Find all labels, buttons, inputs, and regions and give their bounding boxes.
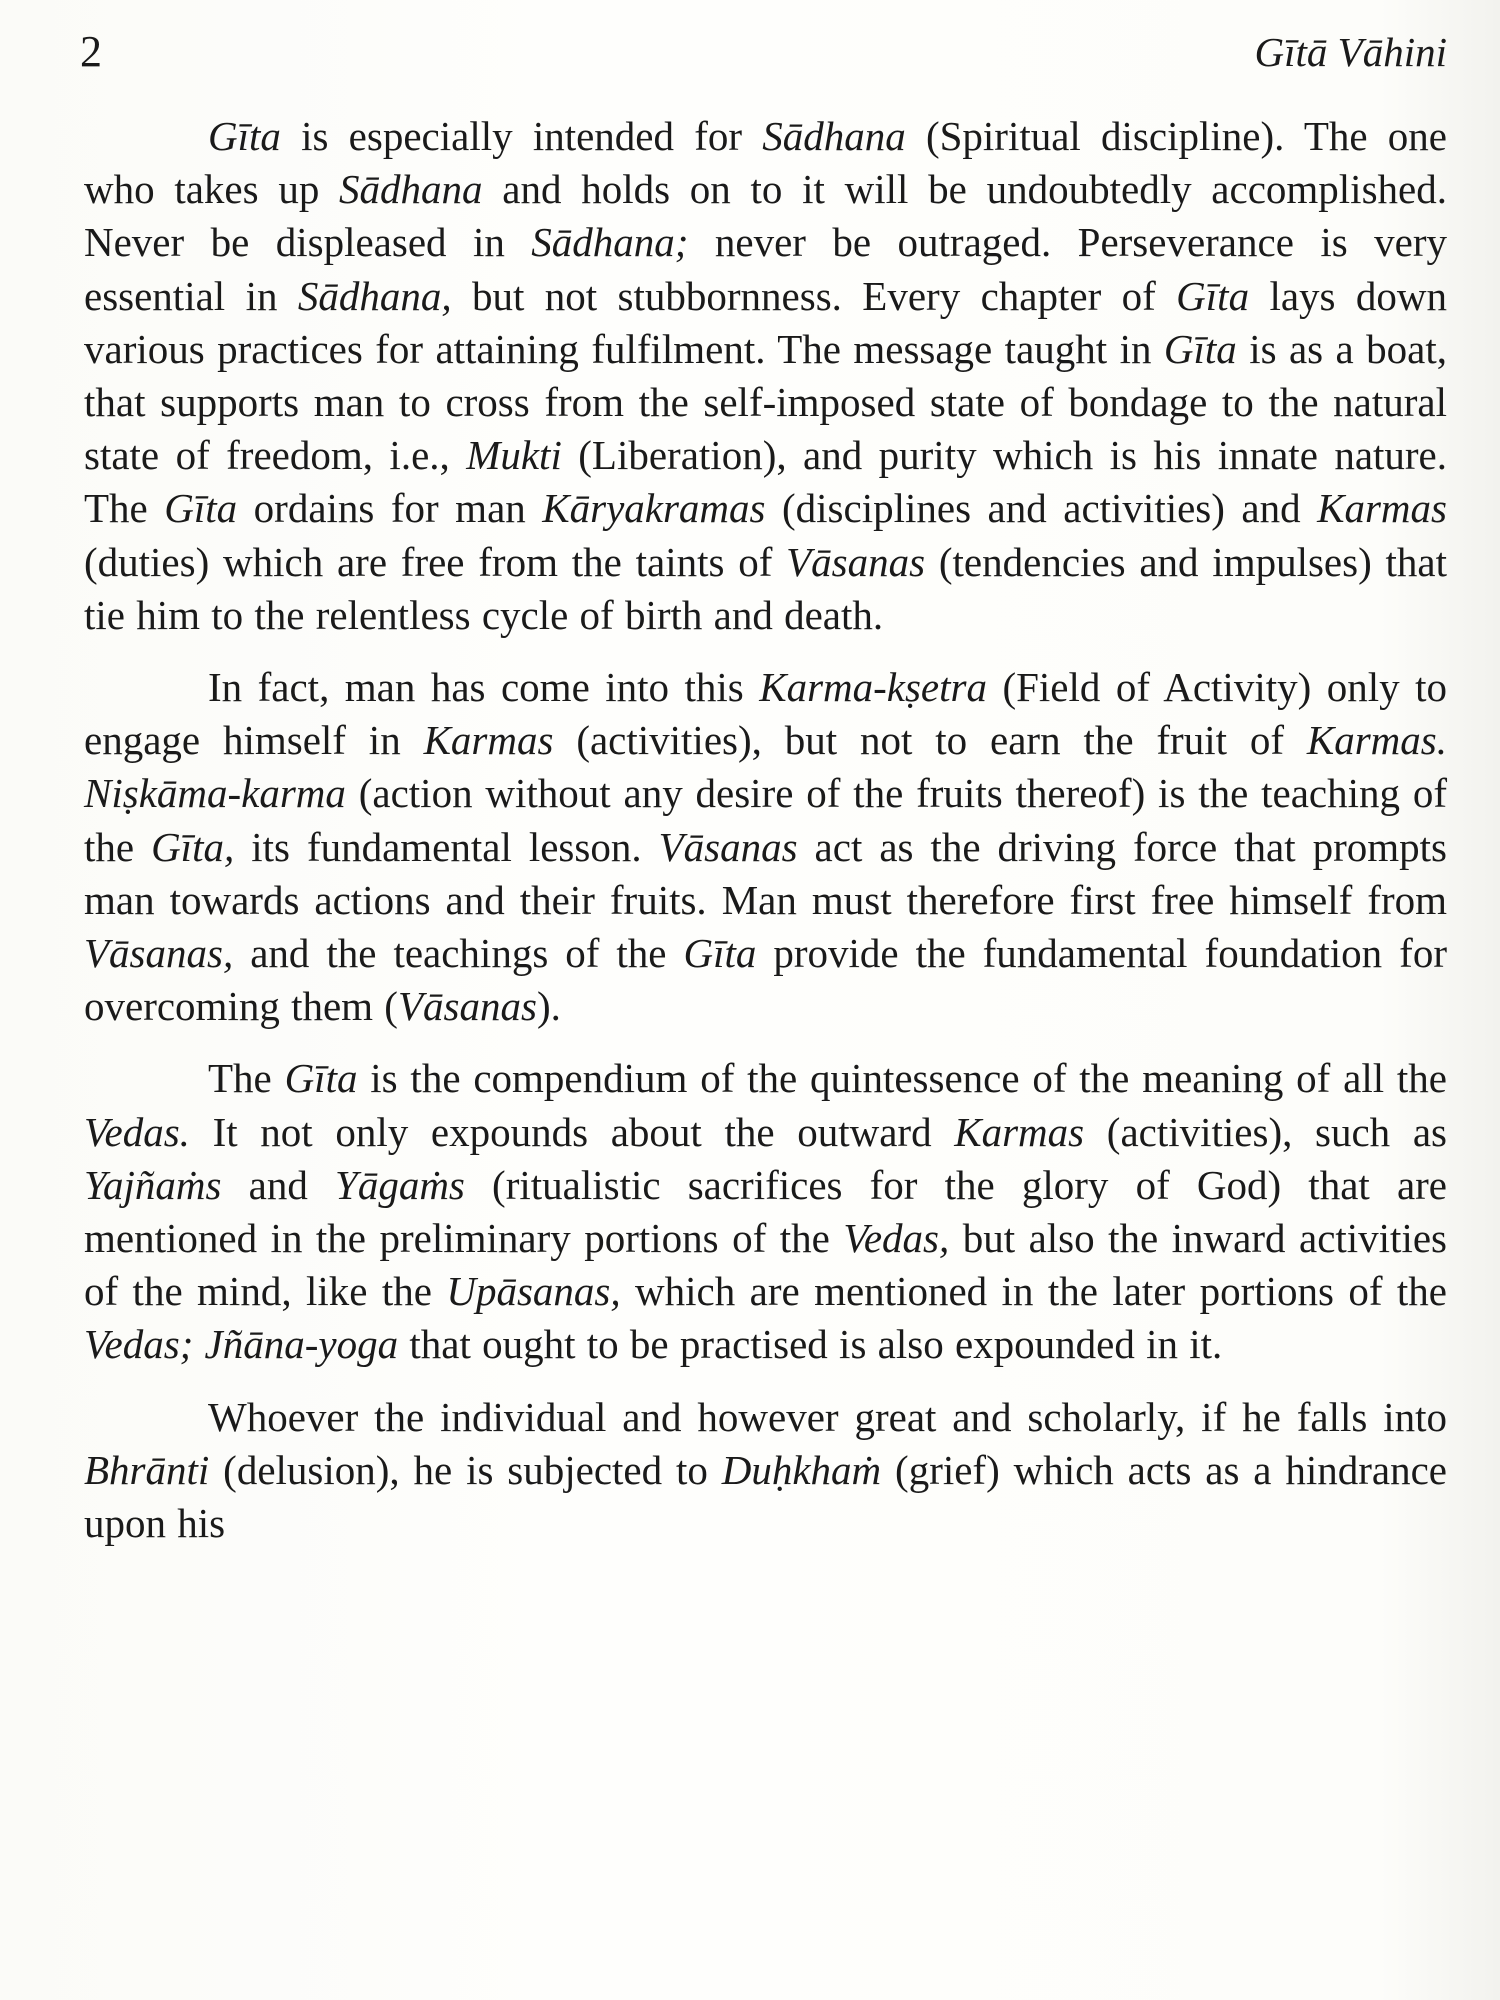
text-run: (delusion), he is subjected to [209,1446,722,1493]
text-run: and holds on to it will be undoubtedly accomplished. Never be displeased in [84,166,1447,266]
italic-term: Yāgaṁs [335,1161,465,1208]
paragraph-1 [84,110,1447,642]
text-run: (action without any desire of the fruits thereof) is the teaching of the [84,770,1447,870]
text-run: (Liberation), and purity which is his innate nature. The [84,432,1448,532]
italic-term: Sādhana, [297,272,452,319]
text-run: never be outraged. Perseverance is very essential in [84,219,1447,319]
text-run: (activities), such as [1084,1108,1447,1155]
page-number: 2 [80,27,102,76]
text-run: and the teachings of the [233,930,684,977]
text-run: (disciplines and activities) and [765,485,1318,532]
italic-term: Karmas [423,717,554,764]
italic-term: Gīta, [151,823,235,870]
text-run: (Field of Activity) only to engage himself in [84,664,1447,764]
text-run: which are mentioned in the later portions of the [620,1268,1448,1315]
italic-term: Vedas, [843,1215,950,1262]
text-run: ordains for man [237,485,543,532]
italic-term: Upāsanas, [446,1268,621,1315]
italic-term: Gīta [1163,325,1237,372]
italic-term: Vāsanas [397,983,537,1030]
italic-term: Vedas. [84,1108,190,1155]
text-run: It not only expounds about the outward [189,1108,955,1155]
text-run: Whoever the individual and however great and scholarly, if he falls into [208,1393,1447,1440]
italic-term: Sādhana; [531,219,689,266]
paragraph-3 [84,1052,1447,1371]
italic-term: Sādhana [762,113,906,159]
italic-term: Duḥkhaṁ [721,1446,882,1493]
italic-term: Kāryakramas [542,485,766,532]
text-run: provide the fundamental foundation for overcoming them ( [84,930,1447,1030]
italic-term: Karmas [954,1108,1085,1155]
italic-term: Karmas. Niṣkāma-karma [84,717,1447,817]
text-run: In fact, man has come into this [208,664,760,711]
italic-term: Bhrānti [84,1446,210,1493]
text-run: and [221,1161,336,1208]
text-run: its fundamental lesson. [234,823,659,870]
text-run: but also the inward activities of the mind, like the [84,1215,1447,1315]
body-text [84,110,1447,1569]
italic-term: Karmas [1317,485,1447,532]
italic-term: Gīta [1176,272,1250,319]
italic-term: Yajñaṁs [84,1161,222,1208]
text-run: (Spiritual discipline). The one who takes up [84,113,1447,213]
italic-term: Sādhana [339,166,483,213]
text-run: (grief) which acts as a hindrance upon his [84,1446,1447,1547]
italic-term: Vāsanas [658,823,798,870]
text-run: that ought to be practised is also expounded in it. [398,1321,1223,1368]
text-run: (ritualistic sacrifices for the glory of God) that are mentioned in the preliminary portions of the [84,1161,1447,1262]
italic-term: Vāsanas, [84,930,234,977]
italic-term: Karma-kṣetra [759,664,987,711]
italic-term: Mukti [466,432,562,479]
italic-term: Gīta [208,113,281,159]
text-run: but not stubbornness. Every chapter of [451,272,1177,319]
text-run: is especially intended for [280,113,763,159]
text-run: (duties) which are free from the taints of [84,538,787,585]
italic-term: Vāsanas [786,538,926,585]
running-head: Gītā Vāhini [1254,29,1447,75]
text-run: The [208,1055,285,1102]
paragraph-2 [84,661,1447,1033]
text-run: ). [536,983,561,1030]
text-run: is as a boat, that supports man to cross from the self-imposed state of bondage to the natural state of freedom, i.e., [84,325,1448,479]
italic-term: Gīta [164,485,238,532]
page-header [80,22,1447,82]
text-run: (activities), but not to earn the fruit of [553,717,1307,764]
text-run: lays down various practices for attaining fulfilment. The message taught in [84,272,1448,372]
italic-term: Gīta [284,1055,358,1102]
italic-term: Vedas; Jñāna-yoga [84,1321,399,1368]
italic-term: Gīta [683,930,757,977]
text-run: act as the driving force that prompts man towards actions and their fruits. Man must therefore first free himself from [84,823,1447,923]
text-run: is the compendium of the quintessence of the meaning of all the [357,1055,1448,1102]
paragraph-4 [84,1391,1447,1551]
text-run: (tendencies and impulses) that tie him to the relentless cycle of birth and death. [84,538,1447,638]
